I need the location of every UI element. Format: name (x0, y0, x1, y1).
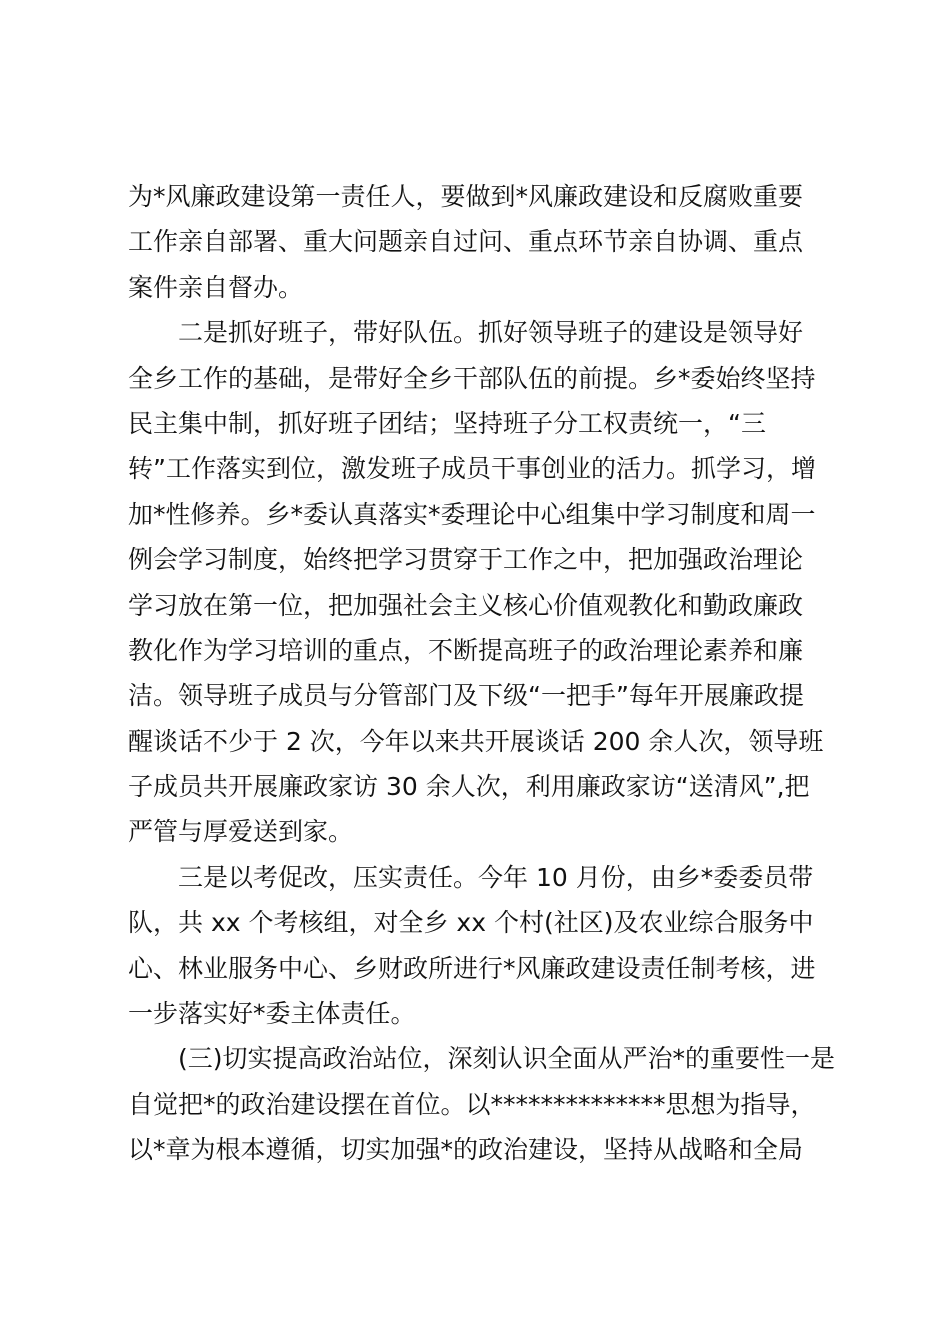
text-line: 一步落实好*委主体责任。 (128, 999, 416, 1029)
paragraph-start-line: 三是以考促改，压实责任。今年 10 月份，由乡*委委员带 (178, 862, 814, 892)
text-line: 自觉把*的政治建设摆在首位。以**************思想为指导， (128, 1089, 816, 1119)
text-line: 转”工作落实到位，激发班子成员干事创业的活力。抓学习，增 (128, 454, 816, 484)
text-line: 洁。领导班子成员与分管部门及下级“一把手”每年开展廉政提 (128, 681, 804, 711)
text-line: 工作亲自部署、重大问题亲自过问、重点环节亲自协调、重点 (128, 227, 804, 257)
text-line: 子成员共开展廉政家访 30 余人次，利用廉政家访“送清风”,把 (128, 772, 810, 802)
text-line: 队，共 xx 个考核组，对全乡 xx 个村(社区)及农业综合服务中 (128, 908, 814, 938)
text-line: 加*性修养。乡*委认真落实*委理论中心组集中学习制度和周一 (128, 499, 816, 529)
paragraph-start-line: (三)切实提高政治站位，深刻认识全面从严治*的重要性一是 (178, 1044, 836, 1074)
text-line: 全乡工作的基础，是带好全乡干部队伍的前提。乡*委始终坚持 (128, 363, 816, 393)
text-line: 心、林业服务中心、乡财政所进行*风廉政建设责任制考核，进 (128, 953, 816, 983)
text-line: 严管与厚爱送到家。 (128, 817, 354, 847)
text-line: 醒谈话不少于 2 次，今年以来共开展谈话 200 余人次，领导班 (128, 726, 824, 756)
text-line: 例会学习制度，始终把学习贯穿于工作之中，把加强政治理论 (128, 545, 804, 575)
text-line: 以*章为根本遵循，切实加强*的政治建设，坚持从战略和全局 (128, 1135, 804, 1165)
document-body (128, 174, 836, 1173)
paragraph-start-line: 二是抓好班子，带好队伍。抓好领导班子的建设是领导好 (178, 318, 804, 348)
text-line: 学习放在第一位，把加强社会主义核心价值观教化和勤政廉政 (128, 590, 804, 620)
text-line: 案件亲自督办。 (128, 272, 304, 302)
text-line: 为*风廉政建设第一责任人，要做到*风廉政建设和反腐败重要 (128, 182, 804, 211)
text-line: 教化作为学习培训的重点，不断提高班子的政治理论素养和廉 (128, 635, 804, 665)
text-line: 民主集中制，抓好班子团结；坚持班子分工权责统一，“三 (128, 408, 766, 438)
